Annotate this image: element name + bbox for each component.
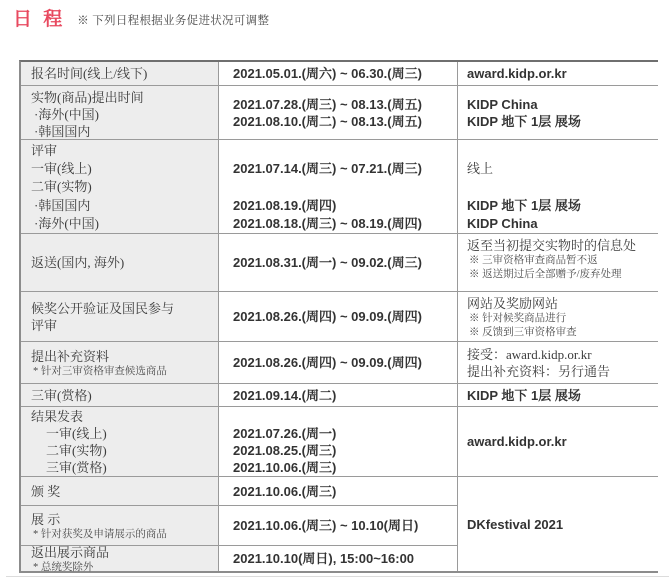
item-label: 三审(赏格) xyxy=(31,387,92,403)
schedule-adjust-note: ※ 下列日程根据业务促进状况可调整 xyxy=(77,15,270,27)
item-sub-label: ·海外(中国) xyxy=(34,107,99,122)
item-sub-label: 一审(线上) xyxy=(31,161,92,177)
cell-item xyxy=(21,384,219,406)
schedule-table xyxy=(19,60,658,573)
place-value: KIDP China xyxy=(467,96,538,112)
place-value: award.kidp.or.kr xyxy=(467,66,567,81)
date-value: 2021.07.28.(周三) ~ 08.13.(周五) xyxy=(233,96,422,112)
cell-place xyxy=(458,86,658,139)
place-value: KIDP 地下 1层 展场 xyxy=(467,113,581,129)
item-label: 候奖公开验证及国民参与 xyxy=(31,300,175,316)
page-title: 日 程 xyxy=(13,9,66,30)
cell-place xyxy=(458,234,658,291)
cell-date xyxy=(219,342,458,383)
date-value: 2021.09.14.(周二) xyxy=(233,387,337,403)
page-header xyxy=(13,8,269,31)
cell-item xyxy=(21,140,219,233)
cell-date xyxy=(219,546,457,571)
row-registration xyxy=(21,62,658,86)
cell-item xyxy=(21,86,219,139)
place-value: KIDP 地下 1层 展场 xyxy=(467,387,581,403)
cell-item xyxy=(21,477,219,505)
row-exhibition xyxy=(21,506,457,546)
date-value xyxy=(233,142,457,160)
item-label: 结果发表 xyxy=(31,409,84,424)
row-exhibit-return xyxy=(21,546,457,571)
row-supplementary-materials xyxy=(21,342,658,384)
date-value: 2021.10.10(周日), 15:00~16:00 xyxy=(233,551,415,566)
date-value xyxy=(233,178,457,196)
row-group-ceremony-exhibition xyxy=(21,477,658,571)
place-value: award.kidp.or.kr xyxy=(467,434,567,449)
item-label: 评审 xyxy=(31,317,58,333)
cell-date xyxy=(219,62,458,85)
item-sub-note: * 针对三审资格审查候选商品 xyxy=(33,365,167,377)
cell-date xyxy=(219,86,458,139)
item-sub-label: 三审(赏格) xyxy=(46,460,107,475)
item-sub-note: * 总统奖除外 xyxy=(33,561,94,573)
row-return xyxy=(21,234,658,292)
item-sub-label: 一审(线上) xyxy=(46,426,107,441)
item-label: 评审 xyxy=(31,143,58,158)
cell-item xyxy=(21,546,219,571)
date-value: 2021.08.18.(周三) ~ 08.19.(周四) xyxy=(233,215,422,231)
cell-item xyxy=(21,342,219,383)
place-value: 返至当初提交实物时的信息处 xyxy=(467,238,637,253)
date-value: 2021.07.26.(周一) xyxy=(233,426,337,441)
date-value xyxy=(233,408,457,425)
date-value: 2021.08.26.(周四) ~ 09.09.(周四) xyxy=(233,355,422,370)
cell-date xyxy=(219,477,457,505)
date-value: 2021.08.25.(周三) xyxy=(233,443,337,458)
row-product-submission xyxy=(21,86,658,140)
item-sub-note: * 针对获奖及申请展示的商品 xyxy=(33,528,167,540)
date-value: 2021.08.26.(周四) ~ 09.09.(周四) xyxy=(233,309,422,324)
cell-place xyxy=(458,62,658,85)
date-value: 2021.08.31.(周一) ~ 09.02.(周三) xyxy=(233,255,422,270)
item-label: 返送(国内, 海外) xyxy=(31,255,125,270)
item-label: 实物(商品)提出时间 xyxy=(31,90,144,105)
place-note: ※ 返送期过后全部赠予/废弃处理 xyxy=(469,268,622,280)
row-judging xyxy=(21,140,658,234)
page-bottom-divider xyxy=(6,576,669,577)
item-sub-label: ·海外(中国) xyxy=(34,215,99,231)
place-value: 提出补充资料：另行通告 xyxy=(467,363,611,379)
place-value: 接受：award.kidp.or.kr xyxy=(467,346,592,362)
place-value: KIDP China xyxy=(467,215,538,231)
item-sub-label: ·韩国国内 xyxy=(34,197,91,213)
cell-date xyxy=(219,506,457,545)
cell-item xyxy=(21,407,219,476)
date-value: 2021.10.06.(周三) xyxy=(233,460,337,475)
date-value: 2021.10.06.(周三) ~ 10.10(周日) xyxy=(233,518,419,533)
place-value: 线上 xyxy=(467,161,494,177)
cell-place-merged-dkfestival xyxy=(457,477,658,571)
place-value: KIDP 地下 1层 展场 xyxy=(467,197,581,213)
row-third-judging xyxy=(21,384,658,407)
cell-item xyxy=(21,292,219,341)
cell-item xyxy=(21,62,219,85)
cell-place xyxy=(458,342,658,383)
item-label: 提出补充资料 xyxy=(31,348,110,364)
cell-date xyxy=(219,292,458,341)
cell-place xyxy=(458,140,658,233)
row-public-verification xyxy=(21,292,658,342)
date-value: 2021.05.01.(周六) ~ 06.30.(周三) xyxy=(233,66,422,81)
row-award-ceremony xyxy=(21,477,457,506)
row-group-left xyxy=(21,477,457,571)
cell-place xyxy=(458,407,658,476)
cell-date xyxy=(219,407,458,476)
place-value xyxy=(467,142,658,160)
cell-date xyxy=(219,140,458,233)
row-results-announcement xyxy=(21,407,658,477)
cell-date xyxy=(219,234,458,291)
cell-item xyxy=(21,506,219,545)
date-value: 2021.10.06.(周三) xyxy=(233,483,337,499)
date-value: 2021.08.19.(周四) xyxy=(233,197,337,213)
date-value: 2021.07.14.(周三) ~ 07.21.(周三) xyxy=(233,161,422,177)
place-note: ※ 反馈到三审资格审查 xyxy=(469,326,577,338)
item-label: 报名时间(线上/线下) xyxy=(31,66,148,81)
cell-item xyxy=(21,234,219,291)
item-sub-label: 二审(实物) xyxy=(46,443,107,458)
item-sub-label: 二审(实物) xyxy=(31,179,92,195)
cell-place xyxy=(458,292,658,341)
date-value: 2021.08.10.(周二) ~ 08.13.(周五) xyxy=(233,113,422,129)
item-label: 展 示 xyxy=(31,511,61,527)
item-sub-label: ·韩国国内 xyxy=(34,124,91,139)
item-label: 颁 奖 xyxy=(31,483,61,499)
item-label: 返出展示商品 xyxy=(31,544,110,560)
place-note: ※ 三审资格审查商品暂不返 xyxy=(469,255,598,266)
place-note: ※ 针对候奖商品进行 xyxy=(469,313,567,324)
cell-place xyxy=(458,384,658,406)
place-value: 网站及奖励网站 xyxy=(467,296,559,311)
place-value: DKfestival 2021 xyxy=(467,516,564,532)
cell-date xyxy=(219,384,458,406)
place-value xyxy=(467,178,658,196)
